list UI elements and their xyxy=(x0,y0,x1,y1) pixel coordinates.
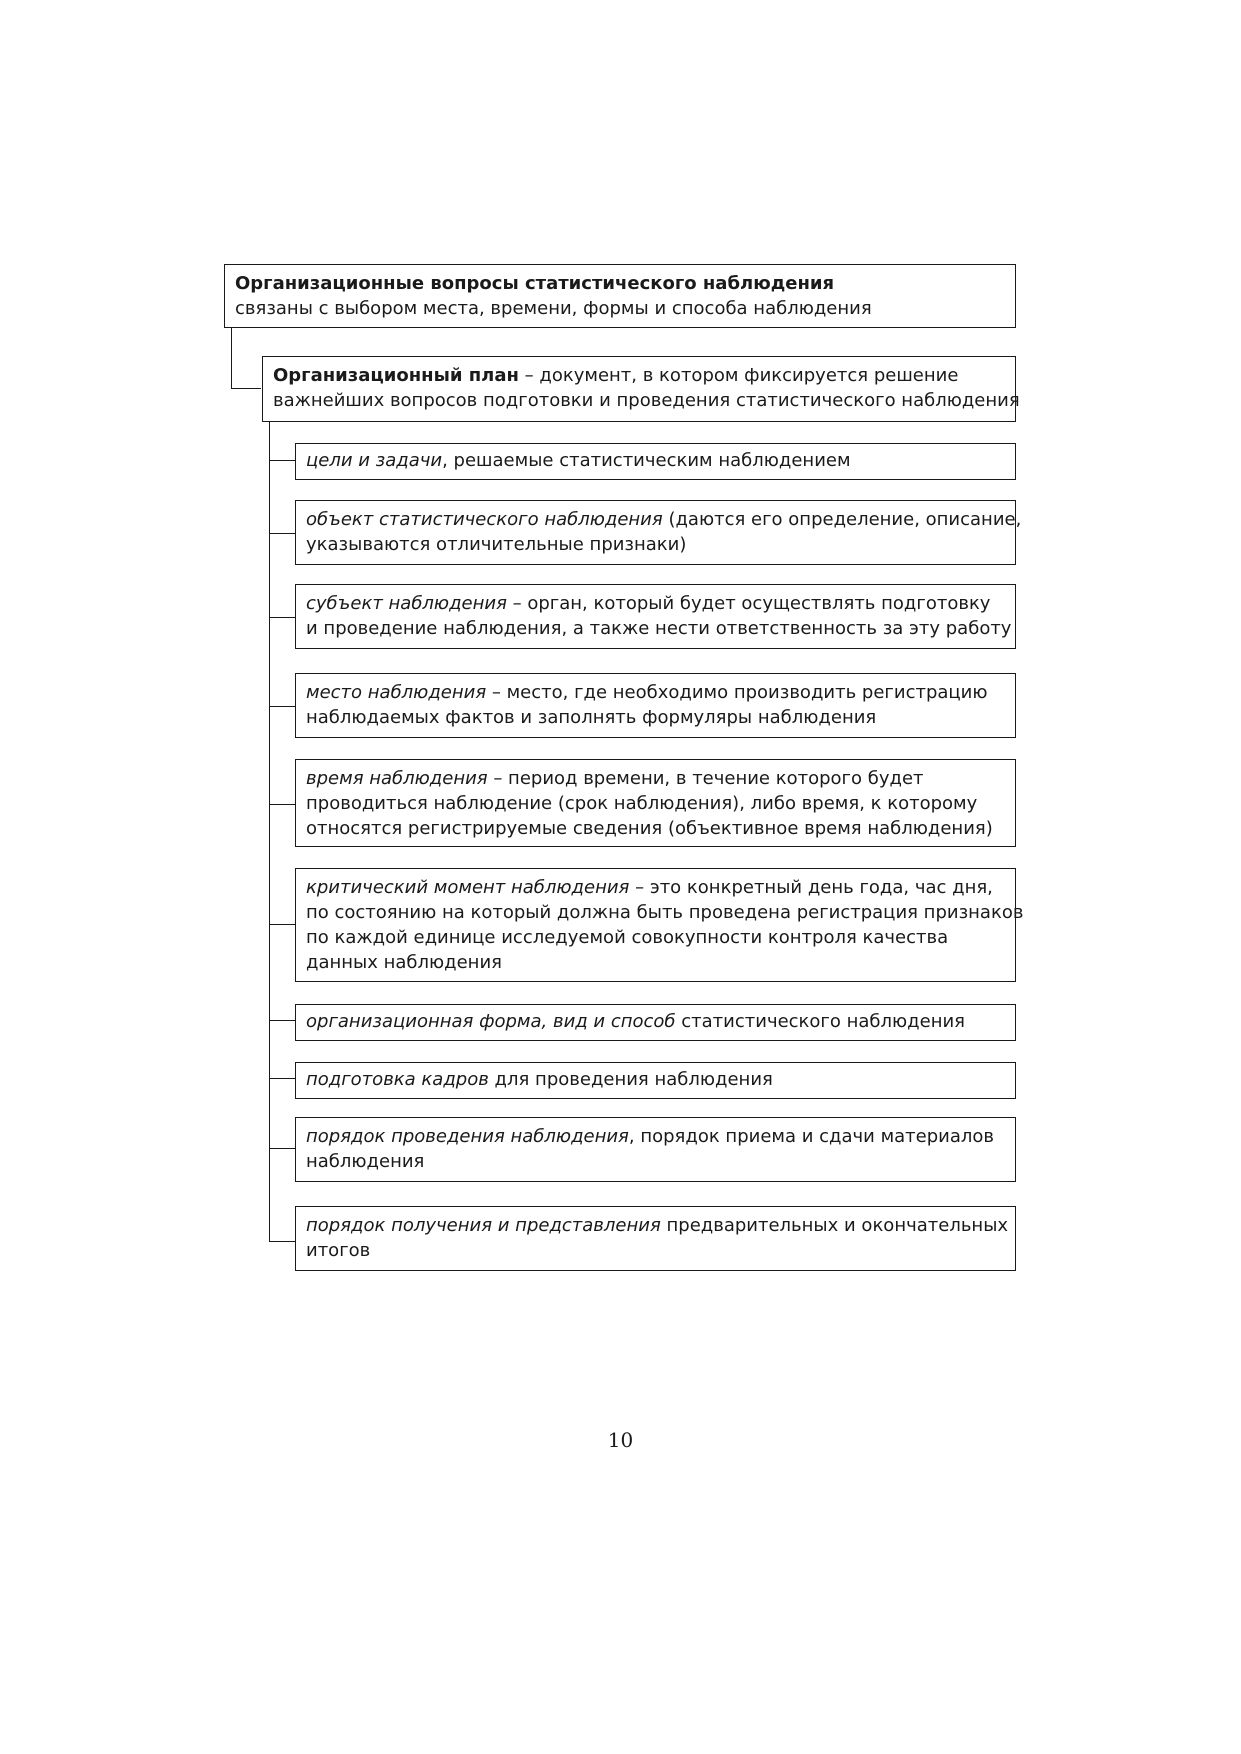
item-box-results-line-2: итогов xyxy=(306,1240,371,1261)
item-box-critical-moment-rest: – это конкретный день года, час дня, xyxy=(629,877,993,898)
item-box-critical-moment xyxy=(295,868,1024,982)
item-box-object-term: объект статистического наблюдения xyxy=(306,509,663,530)
plan-box-line-1-rest: – документ, в котором фиксируется решение xyxy=(518,365,959,386)
connector-branch-5 xyxy=(269,804,295,805)
item-box-procedure-rest: , порядок приема и сдачи материалов xyxy=(628,1126,995,1147)
item-box-subject xyxy=(295,584,1016,649)
item-box-object xyxy=(295,500,1022,565)
item-box-form-line-1 xyxy=(306,1009,1005,1034)
connector-top-vertical xyxy=(231,328,232,388)
connector-top-horizontal xyxy=(231,388,261,389)
item-box-subject-term: субъект наблюдения xyxy=(306,593,507,614)
plan-box xyxy=(262,356,1020,422)
item-box-time-rest: – период времени, в течение которого будет xyxy=(487,768,924,789)
connector-branch-8 xyxy=(269,1078,295,1079)
item-box-procedure-line-2: наблюдения xyxy=(306,1151,425,1172)
item-box-critical-moment-line-1 xyxy=(306,875,1005,900)
connector-branch-4 xyxy=(269,706,295,707)
item-box-time xyxy=(295,759,1016,847)
top-box xyxy=(224,264,1016,328)
item-box-place-term: место наблюдения xyxy=(306,682,487,703)
connector-branch-1 xyxy=(269,460,295,461)
plan-box-line-1 xyxy=(273,363,1005,388)
item-box-staff-rest: для проведения наблюдения xyxy=(488,1069,773,1090)
item-box-results-line-1 xyxy=(306,1213,1009,1238)
item-box-time-line-1 xyxy=(306,766,1005,791)
plan-box-line-2: важнейших вопросов подготовки и проведения статистического наблюдения xyxy=(273,390,1020,411)
connector-branch-10 xyxy=(269,1241,295,1242)
item-box-goals-line-1 xyxy=(306,448,1005,473)
item-box-results xyxy=(295,1206,1016,1271)
item-box-staff-line-1 xyxy=(306,1067,1005,1092)
item-box-place xyxy=(295,673,1016,738)
connector-branch-6 xyxy=(269,924,295,925)
item-box-time-line-2: проводиться наблюдение (срок наблюдения), либо время, к которому xyxy=(306,793,978,814)
item-box-critical-moment-term: критический момент наблюдения xyxy=(306,877,630,898)
item-box-procedure-line-1 xyxy=(306,1124,1005,1149)
item-box-object-rest: (даются его определение, описание, xyxy=(662,509,1022,530)
plan-box-term: Организационный план xyxy=(273,365,519,386)
item-box-critical-moment-line-2: по состоянию на который должна быть проведена регистрация признаков xyxy=(306,902,1024,923)
connector-branch-7 xyxy=(269,1020,295,1021)
item-box-goals xyxy=(295,443,1016,480)
item-box-goals-term: цели и задачи xyxy=(306,450,443,471)
item-box-form-term: организационная форма, вид и способ xyxy=(306,1011,676,1032)
item-box-place-rest: – место, где необходимо производить регистрацию xyxy=(486,682,988,703)
item-box-staff-term: подготовка кадров xyxy=(306,1069,489,1090)
connector-branch-9 xyxy=(269,1148,295,1149)
connector-branch-3 xyxy=(269,617,295,618)
item-box-object-line-1 xyxy=(306,507,1022,532)
top-box-title: Организационные вопросы статистического наблюдения xyxy=(235,273,835,294)
item-box-place-line-1 xyxy=(306,680,1005,705)
item-box-results-term: порядок получения и представления xyxy=(306,1215,661,1236)
item-box-procedure-term: порядок проведения наблюдения xyxy=(306,1126,629,1147)
item-box-critical-moment-line-4: данных наблюдения xyxy=(306,952,502,973)
item-box-form xyxy=(295,1004,1016,1041)
item-box-staff xyxy=(295,1062,1016,1099)
item-box-time-line-3: относятся регистрируемые сведения (объективное время наблюдения) xyxy=(306,818,993,839)
item-box-subject-line-2: и проведение наблюдения, а также нести ответственность за эту работу xyxy=(306,618,1012,639)
item-box-procedure xyxy=(295,1117,1016,1182)
item-box-subject-line-1 xyxy=(306,591,1005,616)
connector-branch-2 xyxy=(269,533,295,534)
item-box-time-term: время наблюдения xyxy=(306,768,488,789)
item-box-critical-moment-line-3: по каждой единице исследуемой совокупности контроля качества xyxy=(306,927,949,948)
connector-main-vertical xyxy=(269,422,270,1242)
item-box-form-rest: статистического наблюдения xyxy=(675,1011,965,1032)
top-box-subtitle: связаны с выбором места, времени, формы и способа наблюдения xyxy=(235,298,872,319)
item-box-place-line-2: наблюдаемых фактов и заполнять формуляры наблюдения xyxy=(306,707,877,728)
page-number: 10 xyxy=(607,1428,634,1452)
item-box-object-line-2: указываются отличительные признаки) xyxy=(306,534,687,555)
item-box-subject-rest: – орган, который будет осуществлять подготовку xyxy=(506,593,991,614)
item-box-results-rest: предварительных и окончательных xyxy=(660,1215,1009,1236)
item-box-goals-rest: , решаемые статистическим наблюдением xyxy=(442,450,851,471)
